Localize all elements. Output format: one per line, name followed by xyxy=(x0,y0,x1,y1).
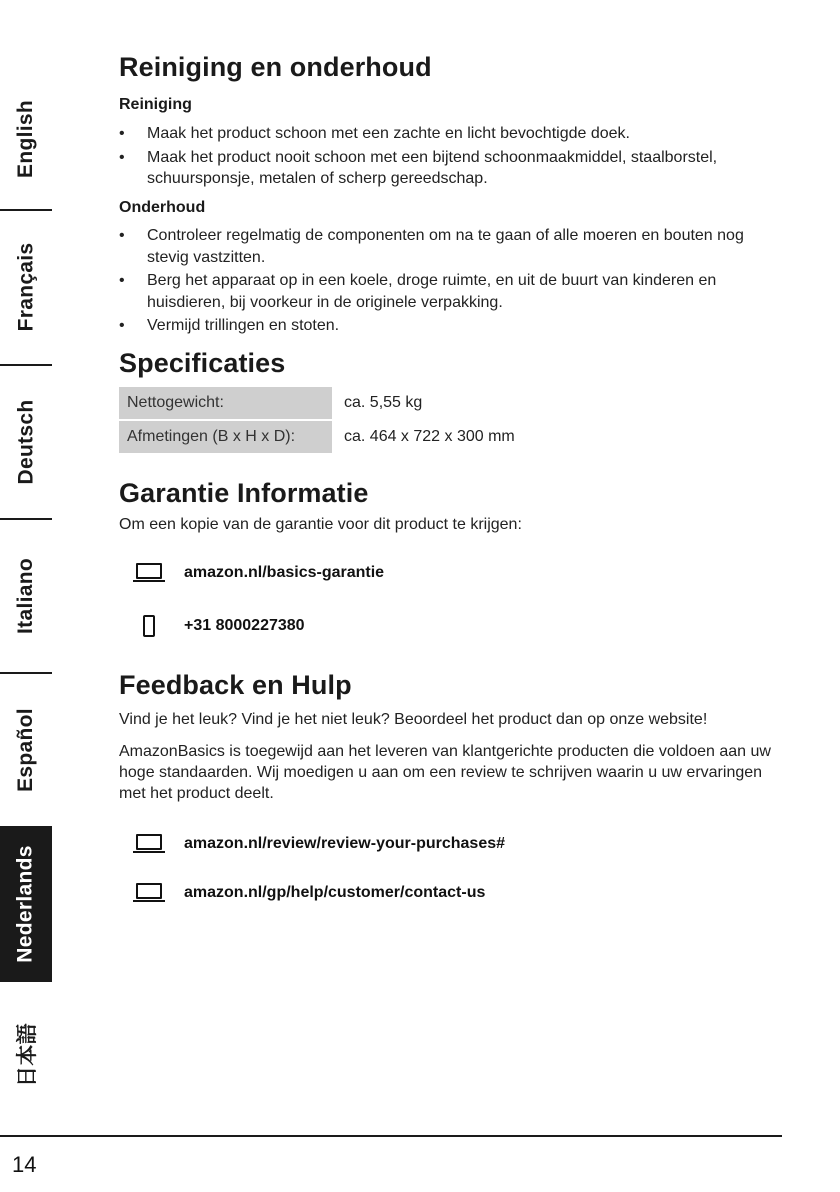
laptop-icon xyxy=(131,883,167,903)
contact-link-row[interactable] xyxy=(131,883,485,903)
warranty-link-row[interactable] xyxy=(131,563,384,583)
contact-link[interactable]: amazon.nl/gp/help/customer/contact-us xyxy=(184,884,486,901)
lang-tab-label: 日本語 xyxy=(16,1023,39,1087)
page-number: 14 xyxy=(12,1152,37,1177)
lang-tab-label: Français xyxy=(14,242,37,332)
list-item: • Controleer regelmatig de componenten om na te gaan of alle moeren en bouten nog stevig vastzitten. xyxy=(119,225,784,268)
table-row xyxy=(119,387,515,419)
list-item: • Maak het product nooit schoon met een bijtend schoonmaakmiddel, staalborstel, schuursponsje, metalen of scherp gereedschap. xyxy=(119,147,784,190)
spec-key: Afmetingen (B x H x D): xyxy=(119,421,332,453)
spec-key: Nettogewicht: xyxy=(119,387,332,419)
warranty-link[interactable]: amazon.nl/basics-garantie xyxy=(184,564,385,581)
spec-value: ca. 464 x 722 x 300 mm xyxy=(344,428,515,445)
footer-divider xyxy=(0,1135,782,1137)
cleaning-title: Reiniging en onderhoud xyxy=(119,52,432,82)
list-item: • Maak het product schoon met een zachte en licht bevochtigde doek. xyxy=(119,123,784,145)
maintenance-heading: Onderhoud xyxy=(119,199,206,216)
lang-tab-deutsch[interactable] xyxy=(0,366,52,518)
lang-tab-label: Español xyxy=(14,708,38,792)
feedback-para-2: AmazonBasics is toegewijd aan het leveren van klantgerichte producten die voldoen aan uw hoge standaarden. Wij moedigen u aan om een review te schrijven waarin u uw ervaringen met het product deelt. xyxy=(119,743,771,802)
specs-table xyxy=(119,385,515,455)
lang-tab-nederlands[interactable] xyxy=(0,826,52,982)
lang-tab-label: Nederlands xyxy=(14,845,37,963)
list-item: • Berg het apparaat op in een koele, droge ruimte, en uit de buurt van kinderen en huisdieren, bij voorkeur in de originele verpakking. xyxy=(119,270,784,313)
spec-value: ca. 5,55 kg xyxy=(344,394,423,411)
cleaning-list xyxy=(119,123,784,192)
lang-tab-english[interactable] xyxy=(0,70,52,208)
specs-title: Specificaties xyxy=(119,348,286,378)
review-link[interactable]: amazon.nl/review/review-your-purchases# xyxy=(184,835,506,852)
laptop-icon xyxy=(131,834,167,854)
cleaning-heading: Reiniging xyxy=(119,96,192,113)
warranty-title: Garantie Informatie xyxy=(119,478,369,508)
maintenance-list xyxy=(119,225,784,339)
phone-icon xyxy=(131,616,167,636)
warranty-phone-row[interactable] xyxy=(131,616,305,636)
lang-tab-espanol[interactable] xyxy=(0,674,52,826)
table-row xyxy=(119,421,515,453)
lang-tab-italiano[interactable] xyxy=(0,520,52,672)
feedback-para-1: Vind je het leuk? Vind je het niet leuk? Beoordeel het product dan op onze website! xyxy=(119,711,708,728)
lang-tab-francais[interactable] xyxy=(0,211,52,363)
lang-tab-label: Deutsch xyxy=(14,399,38,485)
feedback-title: Feedback en Hulp xyxy=(119,670,352,700)
review-link-row[interactable] xyxy=(131,834,505,854)
list-item: • Vermijd trillingen en stoten. xyxy=(119,315,784,337)
laptop-icon xyxy=(131,563,167,583)
lang-tab-label: English xyxy=(14,100,38,178)
warranty-intro: Om een kopie van de garantie voor dit product te krijgen: xyxy=(119,516,522,533)
lang-tab-japanese[interactable] xyxy=(0,995,52,1115)
lang-tab-label: Italiano xyxy=(14,558,38,634)
warranty-phone[interactable]: +31 8000227380 xyxy=(184,617,305,634)
